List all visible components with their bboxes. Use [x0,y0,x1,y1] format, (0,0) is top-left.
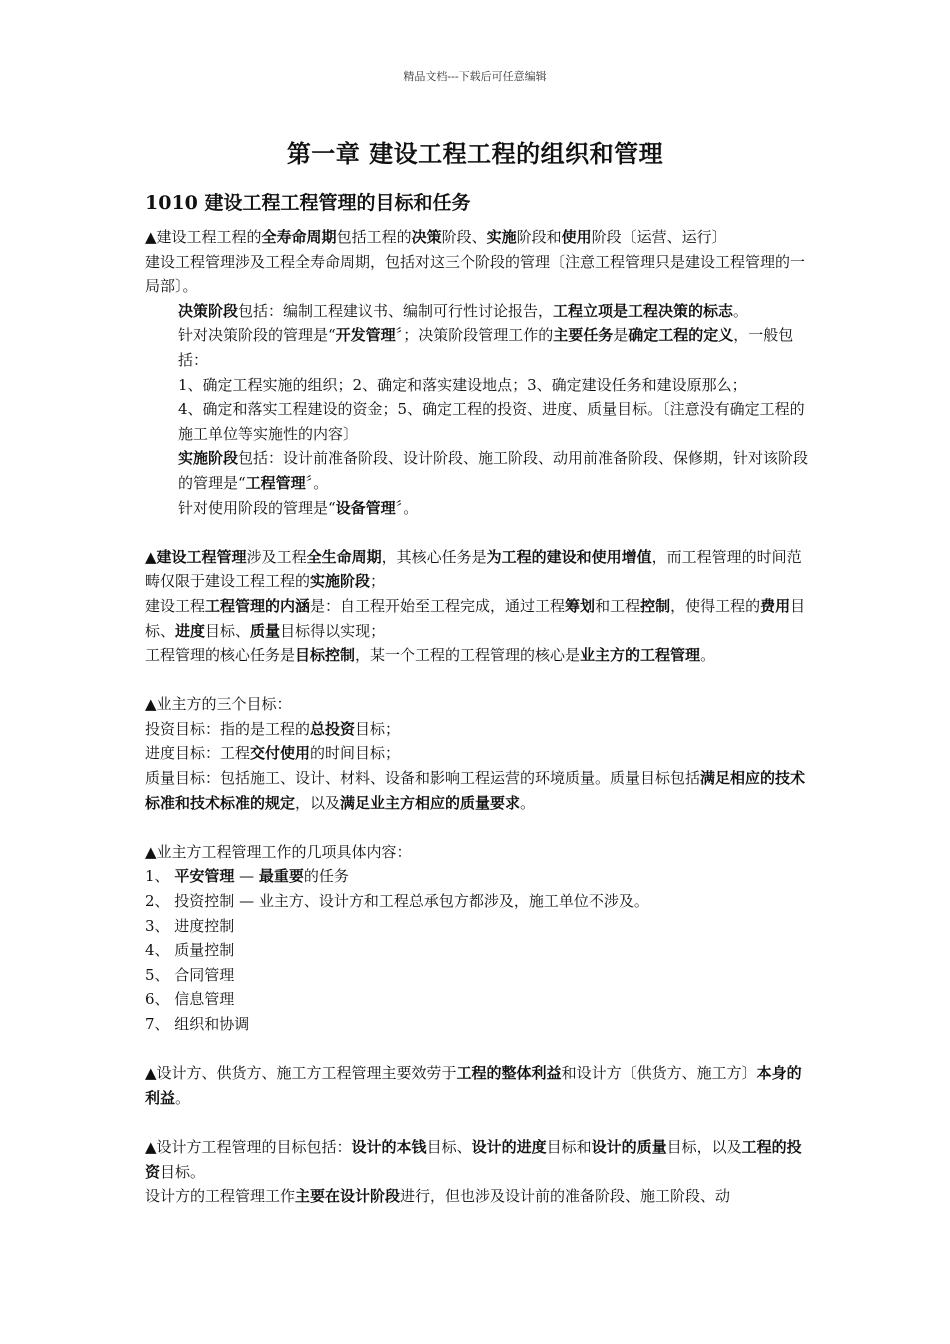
text-run: ； [370,572,386,591]
text-run: ▲设计方、供货方、施工方工程管理主要效劳于 [145,1064,457,1083]
bold-text-run: 质量 [250,621,281,640]
bold-text-run: 进度 [175,621,206,640]
paragraph [145,1012,810,1037]
bold-text-run: 主要在设计阶段 [295,1187,401,1206]
text-run: 目标得以实现； [280,621,386,640]
text-run: ，以及 [295,793,341,812]
paragraph [145,545,810,594]
bold-text-run: 设备管理 [335,498,396,517]
text-run: ▲业主方工程管理工作的几项具体内容： [145,842,412,861]
paragraph [145,938,810,963]
text-run: 的时间目标； [310,744,401,763]
text-run: 质量目标：包括施工、设计、材料、设备和影响工程运营的环境质量。质量目标包括 [145,769,701,788]
text-run: ▲建设工程工程的 [145,228,262,246]
text-run: 目标、 [145,596,806,640]
paragraph [145,741,810,766]
bold-text-run: 设计的进度 [471,1137,547,1156]
text-run: 目标、 [426,1137,472,1156]
text-run: 目标、 [205,621,251,640]
paragraph [145,889,810,914]
paragraph [145,225,810,250]
bold-text-run: 实施 [486,228,517,246]
bold-text-run: 平安管理 [174,867,235,886]
text-run: 包括：编制工程建议书、编制可行性讨论报告， [238,301,554,320]
paragraph [145,1184,810,1209]
paragraph-spacer [145,520,810,545]
bold-text-run: 为工程的建设和使用增值 [486,547,652,566]
bold-text-run: 设计的本钱 [351,1137,427,1156]
paragraph [145,840,810,865]
text-run: 的任务 [303,867,349,886]
paragraph-spacer [145,1110,810,1135]
text-run: 设计方的工程管理工作 [145,1187,296,1206]
bold-text-run: 确定工程的定义 [628,326,734,345]
text-run: 目标，以及 [666,1137,742,1156]
bold-text-run: 最重要 [258,867,304,886]
text-run: 5、 合同管理 [145,965,235,984]
text-run: ，而工程管理的时间范畴仅限于建设工程工程的 [145,547,802,591]
paragraph [145,397,810,446]
paragraph [145,643,810,668]
text-run: 投资目标：指的是工程的 [145,719,311,738]
bold-text-run: 建设工程管理 [156,547,247,566]
text-run: 是：自工程开始至工程完成，通过工程 [310,596,566,615]
text-run: 阶段〔运营、运行〕 [591,228,727,246]
text-run: 涉及工程 [246,547,307,566]
bold-text-run: 实施阶段 [310,572,371,591]
paragraph [145,594,810,643]
text-run: 。 [175,1088,191,1107]
paragraph-spacer [145,815,810,840]
paragraph [145,496,810,521]
text-run: 〞；决策阶段管理工作的 [395,326,554,345]
bold-text-run: 工程立项是工程决策的标志 [553,301,734,320]
text-run: 〞。 [305,473,329,492]
text-run: ，使得工程的 [670,596,761,615]
paragraph [145,963,810,988]
text-run: 针对使用阶段的管理是“ [178,498,336,517]
text-run: 和设计方〔供货方、施工方〕 [561,1064,757,1083]
paragraph [145,250,810,299]
text-run: 是 [613,326,629,345]
paragraph [145,717,810,742]
section-heading: 1010 建设工程工程管理的目标和任务 [145,192,471,214]
bold-text-run: 工程管理 [245,473,306,492]
paragraph-spacer [145,1037,810,1062]
bold-text-run: 本身的利益 [145,1064,802,1107]
text-run: 进行，但也涉及设计前的准备阶段、施工阶段、动 [400,1187,731,1206]
paragraph [145,864,810,889]
text-run: 进度目标：工程 [145,744,251,763]
bold-text-run: 决策阶段 [178,301,239,320]
paragraph [145,373,810,398]
text-run: 包括工程的 [336,228,412,246]
text-run: 目标和 [546,1137,592,1156]
paragraph [145,299,810,324]
text-run: 。 [520,793,536,812]
text-run: 针对决策阶段的管理是“ [178,326,336,345]
text-run: 6、 信息管理 [145,990,235,1009]
bold-text-run: 工程的投资 [145,1137,802,1181]
bold-text-run: 开发管理 [335,326,396,345]
text-run: 和工程 [595,596,641,615]
text-run: — [234,867,259,886]
text-run: 工程管理的核心任务是 [145,646,296,665]
text-run: 3、 进度控制 [145,916,235,935]
paragraph [145,914,810,939]
paragraph [145,1135,810,1184]
text-run: 2、 投资控制 — 业主方、设计方和工程总承包方都涉及，施工单位不涉及。 [145,892,649,911]
bold-text-run: 业主方的工程管理 [580,646,701,665]
bold-text-run: 使用 [561,228,592,246]
text-run: ，一般包括： [178,326,794,369]
text-run: 阶段、 [441,228,487,246]
text-run: 1、 [145,867,175,886]
paragraph [145,987,810,1012]
text-run: ▲设计方工程管理的目标包括： [145,1137,352,1156]
bold-text-run: 全寿命周期 [261,228,337,246]
bold-text-run: 目标控制 [295,646,356,665]
text-run: 包括：设计前准备阶段、设计阶段、施工阶段、动用前准备阶段、保修期，针对该阶段的管理是“ [178,449,809,492]
bold-text-run: 决策 [411,228,442,246]
text-run: 。 [733,301,749,320]
paragraph [145,1061,810,1110]
text-run: 建设工程 [145,596,206,615]
chapter-title: 第一章 建设工程工程的组织和管理 [286,139,664,168]
bold-text-run: 控制 [640,596,671,615]
text-run: ▲ [145,547,157,566]
bold-text-run: 实施阶段 [178,449,239,468]
bold-text-run: 全生命周期 [306,547,382,566]
bold-text-run: 总投资 [310,719,356,738]
document-body [145,225,810,1209]
paragraph-spacer [145,668,810,693]
bold-text-run: 工程管理的内涵 [205,596,311,615]
text-run: ，其核心任务是 [381,547,487,566]
text-run: 4、 质量控制 [145,941,235,960]
paragraph [145,766,810,815]
bold-text-run: 交付使用 [250,744,311,763]
paragraph [145,446,810,495]
bold-text-run: 满足相应的技术标准和技术标准的规定 [145,769,806,812]
text-run: 建设工程管理涉及工程全寿命周期，包括对这三个阶段的管理〔注意工程管理只是建设工程管理的一局部〕。 [145,252,806,296]
paragraph [145,692,810,717]
bold-text-run: 设计的质量 [591,1137,667,1156]
text-run: 阶段和 [516,228,562,246]
text-run: 目标； [355,719,401,738]
text-run: 7、 组织和协调 [145,1015,250,1033]
text-run: 。 [700,646,716,665]
text-run: 1、确定工程实施的组织；2、确定和落实建设地点；3、确定建设任务和建设原那么； [178,375,747,394]
paragraph [145,323,810,372]
text-run: 目标。 [160,1162,206,1181]
text-run: ，某一个工程的工程管理的核心是 [355,646,581,665]
bold-text-run: 工程的整体利益 [456,1064,562,1083]
text-run: 〞。 [395,498,419,517]
bold-text-run: 费用 [760,596,791,615]
bold-text-run: 满足业主方相应的质量要求 [340,793,521,812]
bold-text-run: 筹划 [565,596,596,615]
text-run: ▲业主方的三个目标： [145,695,292,714]
page-header: 精品文档---下载后可任意编辑 [403,70,547,83]
text-run: 4、确定和落实工程建设的资金；5、确定工程的投资、进度、质量目标。〔注意没有确定工程的施工单位等实施性的内容〕 [178,400,805,443]
bold-text-run: 主要任务 [553,326,614,345]
